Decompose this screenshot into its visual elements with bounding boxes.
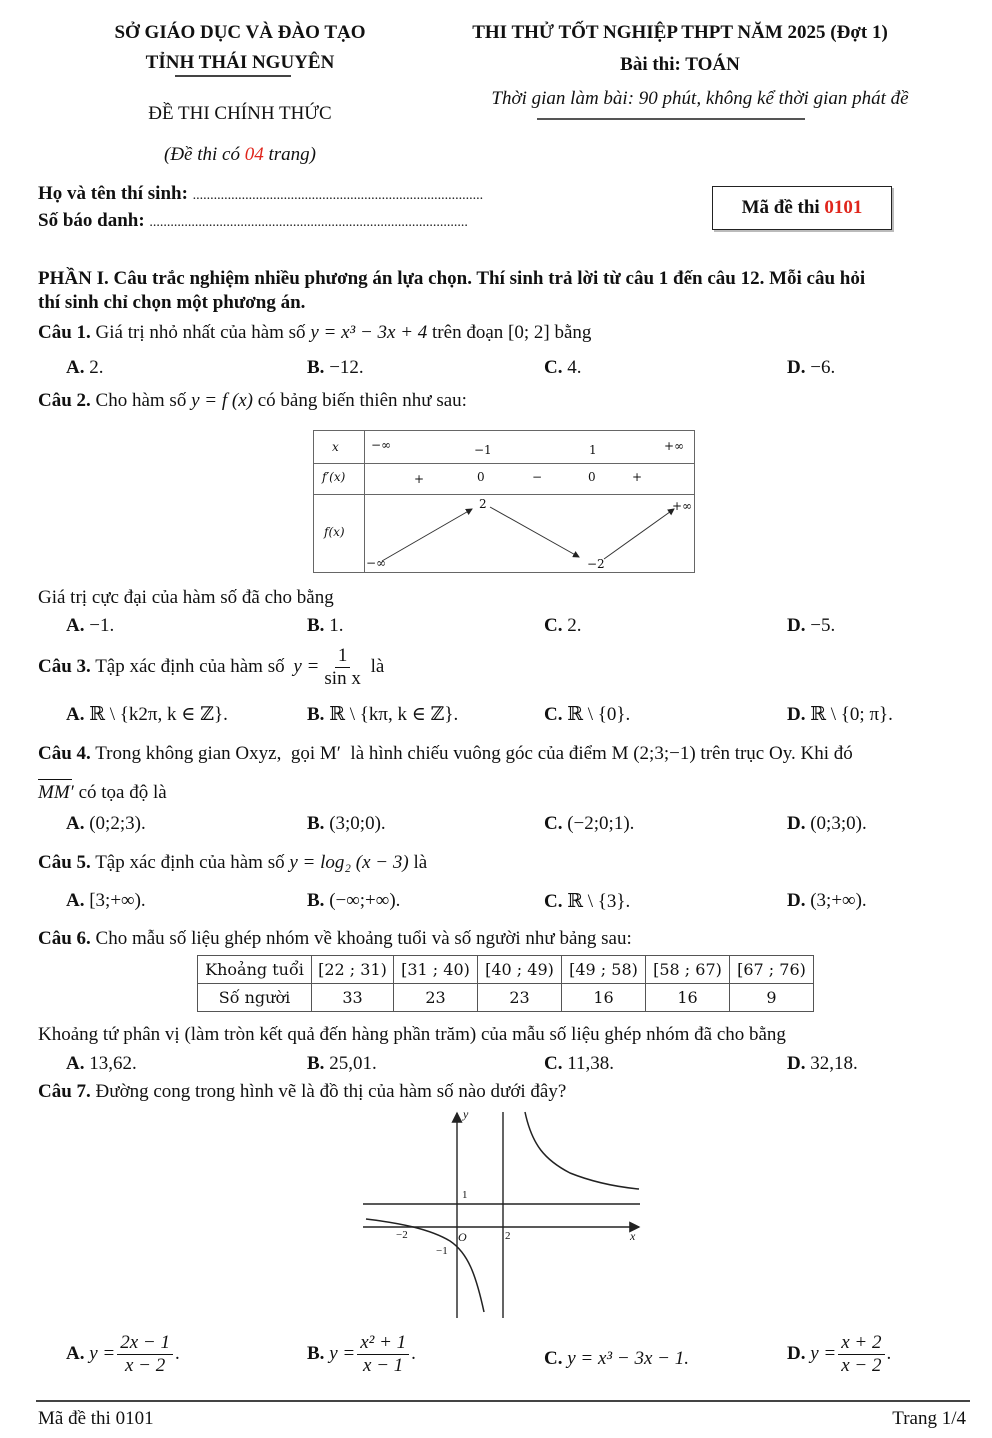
option-value: 11,38. (567, 1053, 615, 1074)
q2-formula: y = f (x) (191, 390, 253, 411)
candidate-name-label: Họ và tên thí sinh: (38, 183, 188, 204)
option-tail: . (411, 1343, 416, 1365)
q6-label: Câu 6. (38, 928, 91, 949)
q4-label: Câu 4. (38, 743, 91, 764)
q7-label: Câu 7. (38, 1081, 91, 1102)
table-row (198, 984, 814, 1012)
q6-text: Cho mẫu số liệu ghép nhóm về khoảng tuổi và số người như bảng sau: (90, 928, 632, 949)
q5-text-after: là (408, 852, 428, 873)
candidate-id-field[interactable]: ........................................................................................... (149, 215, 468, 230)
q3-formula-lhs: y = (293, 656, 320, 678)
interval-cell: [22 ; 31) (312, 956, 394, 984)
question-5 (38, 852, 427, 874)
option-letter: C. (544, 615, 563, 636)
f-min: −2 (587, 557, 605, 571)
interval-cell: [40 ; 49) (478, 956, 562, 984)
graph-label-1: 1 (462, 1189, 468, 1201)
option-lhs: y = (329, 1343, 356, 1365)
q1-option-b[interactable] (307, 357, 364, 379)
graph-label-2: 2 (505, 1230, 511, 1242)
option-letter: D. (787, 615, 806, 636)
x-value: 1 (589, 443, 597, 457)
q1-option-a[interactable] (66, 357, 103, 379)
q2-label: Câu 2. (38, 390, 91, 411)
time-note: Thời gian làm bài: 90 phút, không kể thời gian phát đề (491, 88, 909, 109)
option-letter: C. (544, 1053, 563, 1074)
candidate-name-field[interactable]: ................................................................................... (192, 188, 484, 203)
variation-table (313, 430, 695, 573)
option-tail: . (886, 1343, 892, 1365)
q6-option-c[interactable] (544, 1053, 614, 1075)
x-value: −1 (474, 443, 492, 457)
option-value: 2. (89, 357, 104, 378)
q1-formula: y = x³ − 3x + 4 (310, 322, 428, 343)
q1-text-after: bằng (549, 322, 592, 343)
fraction-denominator: x − 2 (125, 1354, 166, 1376)
option-value: (0;2;3). (89, 813, 146, 834)
q5-option-b[interactable] (307, 890, 400, 912)
q4-line-2 (38, 782, 167, 804)
deriv-zero: 0 (588, 470, 596, 484)
f-max: 2 (479, 497, 487, 511)
graph-label-neg1: −1 (436, 1245, 448, 1257)
count-cell: 23 (394, 984, 478, 1012)
q3-option-d[interactable] (787, 703, 893, 726)
page-count-note (60, 144, 420, 166)
count-cell: 16 (646, 984, 730, 1012)
footer-page-number: Trang 1/4 (892, 1408, 966, 1429)
option-value: ℝ \ {0}. (567, 704, 631, 725)
x-value: +∞ (664, 439, 685, 453)
option-value: 25,01. (329, 1053, 377, 1074)
option-lhs: y = (810, 1343, 837, 1365)
graph-x-label: x (630, 1229, 636, 1243)
question-4 (38, 743, 853, 765)
q3-text-after: là (365, 656, 385, 678)
candidate-id-label: Số báo danh: (38, 210, 145, 231)
deriv-sign: + (632, 470, 643, 484)
graph-origin-label: O (458, 1230, 467, 1244)
q6-prompt: Khoảng tứ phân vị (làm tròn kết quả đến hàng phần trăm) của mẫu số liệu ghép nhóm đã cho bằng (38, 1024, 786, 1045)
fraction-numerator: x² + 1 (357, 1333, 409, 1355)
option-value: −6. (810, 357, 836, 378)
q5-text: Tập xác định của hàm số (90, 852, 290, 873)
graph-canvas (360, 1105, 650, 1320)
option-value: (−2;0;1). (567, 813, 635, 834)
count-cell: 23 (478, 984, 562, 1012)
q2-option-a[interactable] (66, 615, 114, 637)
count-cell: 16 (562, 984, 646, 1012)
table-header-cell: Khoảng tuổi (198, 956, 312, 984)
option-value: 1. (329, 615, 344, 636)
org-underline (175, 75, 291, 77)
q1-label: Câu 1. (38, 322, 91, 343)
option-value: 32,18. (810, 1053, 858, 1074)
q4-text: Trong không gian Oxyz, gọi M′ là hình chiếu vuông góc của điểm M (2;3;−1) trên trục Oy. Khi đó (90, 743, 853, 764)
option-letter: A. (66, 890, 85, 911)
option-letter: D. (787, 890, 806, 911)
q5-option-d[interactable] (787, 890, 867, 912)
q7-text: Đường cong trong hình vẽ là đồ thị của hàm số nào dưới đây? (90, 1081, 567, 1102)
question-6 (38, 928, 632, 950)
option-value: 2. (567, 615, 582, 636)
fraction-numerator: x + 2 (838, 1333, 884, 1355)
option-value: 4. (567, 357, 582, 378)
fraction-denominator: sin x (324, 667, 361, 689)
q3-label: Câu 3. (38, 656, 91, 678)
q4-vector (38, 782, 74, 804)
row-label-fprime: f′(x) (322, 470, 346, 484)
fraction-denominator: x − 1 (363, 1354, 404, 1376)
question-3 (38, 646, 384, 689)
q1-option-d[interactable] (787, 357, 835, 379)
option-letter: C. (544, 1348, 563, 1369)
question-2 (38, 390, 467, 412)
option-letter: B. (307, 357, 325, 378)
option-letter: B. (307, 1053, 325, 1074)
question-7 (38, 1081, 566, 1103)
option-letter: B. (307, 704, 325, 725)
row-label-x: x (332, 440, 339, 454)
q2-prompt: Giá trị cực đại của hàm số đã cho bằng (38, 587, 334, 608)
q7-option-d[interactable] (787, 1333, 891, 1376)
option-value: −1. (89, 615, 115, 636)
option-letter: C. (544, 704, 563, 725)
time-underline (537, 118, 805, 120)
variation-arrows (314, 431, 696, 574)
official-label: ĐỀ THI CHÍNH THỨC (148, 103, 332, 124)
q2-text-after: có bảng biến thiên như sau: (252, 390, 467, 411)
exam-code-box (712, 186, 892, 230)
pages-count: 04 (244, 144, 264, 165)
option-fraction (117, 1333, 173, 1376)
vector-arrow-icon (38, 779, 72, 780)
q1-text: Giá trị nhỏ nhất của hàm số (90, 322, 311, 343)
deriv-zero: 0 (477, 470, 485, 484)
q5-option-a[interactable] (66, 890, 146, 912)
q3-option-b[interactable] (307, 703, 458, 726)
org-line-1: SỞ GIÁO DỤC VÀ ĐÀO TẠO (114, 22, 366, 43)
grouped-data-table (197, 955, 814, 1012)
q1-interval: [0; 2] (508, 322, 550, 343)
function-graph (360, 1105, 650, 1320)
option-value: ℝ \ {0; π}. (810, 704, 893, 725)
option-value: y = x³ − 3x − 1. (567, 1348, 689, 1369)
option-letter: B. (307, 813, 325, 834)
q2-option-b[interactable] (307, 615, 343, 637)
f-start: −∞ (366, 556, 387, 570)
option-letter: C. (544, 813, 563, 834)
interval-cell: [49 ; 58) (562, 956, 646, 984)
q1-text-mid: trên đoạn (427, 322, 509, 343)
graph-label-neg2: −2 (396, 1229, 408, 1241)
q5-label: Câu 5. (38, 852, 91, 873)
pages-prefix: (Đề thi có (164, 144, 245, 165)
option-letter: D. (787, 704, 806, 725)
table-row-label: Số người (198, 984, 312, 1012)
q5-option-c[interactable] (544, 890, 630, 913)
option-value: ℝ \ {kπ, k ∈ ℤ}. (329, 704, 459, 725)
footer-exam-code: Mã đề thi 0101 (38, 1408, 154, 1429)
option-value: ℝ \ {k2π, k ∈ ℤ}. (89, 704, 228, 725)
count-cell: 33 (312, 984, 394, 1012)
option-value: −5. (810, 615, 836, 636)
q6-option-a[interactable] (66, 1053, 137, 1075)
option-letter: A. (66, 704, 85, 725)
option-fraction (357, 1333, 409, 1376)
q3-option-c[interactable] (544, 703, 630, 726)
q4-option-c[interactable] (544, 813, 634, 835)
interval-cell: [58 ; 67) (646, 956, 730, 984)
interval-cell: [67 ; 76) (730, 956, 814, 984)
org-line-2: TỈNH THÁI NGUYÊN (145, 52, 335, 73)
count-cell: 9 (730, 984, 814, 1012)
q4-option-a[interactable] (66, 813, 146, 835)
f-end: +∞ (672, 499, 693, 513)
vector-label: MM′ (38, 782, 74, 803)
option-fraction (838, 1333, 884, 1376)
q4-option-d[interactable] (787, 813, 867, 835)
option-letter: A. (66, 615, 85, 636)
option-letter: D. (787, 1053, 806, 1074)
q6-option-b[interactable] (307, 1053, 377, 1075)
exam-code-value: 0101 (824, 197, 863, 218)
option-value: ℝ \ {3}. (567, 891, 631, 912)
fraction-denominator: x − 2 (841, 1354, 882, 1376)
option-letter: D. (787, 813, 806, 834)
x-value: −∞ (371, 438, 392, 452)
candidate-id-row (38, 210, 468, 232)
section-title-line-1: PHẦN I. Câu trắc nghiệm nhiều phương án lựa chọn. Thí sinh trả lời từ câu 1 đến câu 12. Mỗi câu hỏi (38, 268, 866, 289)
option-letter: C. (544, 357, 563, 378)
option-letter: A. (66, 813, 85, 834)
option-value: (−∞;+∞). (329, 890, 401, 911)
option-letter: A. (66, 1343, 85, 1365)
exam-title: THI THỬ TỐT NGHIỆP THPT NĂM 2025 (Đợt 1) (472, 22, 888, 43)
q2-option-d[interactable] (787, 615, 835, 637)
option-value: [3;+∞). (89, 890, 146, 911)
option-value: −12. (329, 357, 364, 378)
section-title-line-2: thí sinh chỉ chọn một phương án. (38, 292, 306, 313)
q3-text: Tập xác định của hàm số (90, 656, 290, 678)
q4-option-b[interactable] (307, 813, 386, 835)
footer-divider (36, 1400, 970, 1402)
option-tail: . (175, 1343, 180, 1365)
q5-formula: y = log₂ (x − 3) (289, 852, 409, 873)
row-label-f: f(x) (324, 525, 345, 539)
deriv-sign: − (532, 470, 543, 484)
exam-code-label: Mã đề thi (741, 197, 820, 218)
option-value: (3;0;0). (329, 813, 386, 834)
q7-option-a[interactable] (66, 1333, 180, 1376)
q6-option-d[interactable] (787, 1053, 858, 1075)
option-letter: B. (307, 615, 325, 636)
option-value: 13,62. (89, 1053, 137, 1074)
q7-option-b[interactable] (307, 1333, 416, 1376)
q2-text: Cho hàm số (90, 390, 192, 411)
option-letter: A. (66, 1053, 85, 1074)
table-row (198, 956, 814, 984)
q2-option-c[interactable] (544, 615, 581, 637)
option-letter: D. (787, 357, 806, 378)
fraction-numerator: 1 (335, 646, 351, 668)
option-lhs: y = (89, 1343, 116, 1365)
pages-suffix: trang) (263, 144, 316, 165)
question-1 (38, 322, 591, 344)
option-letter: D. (787, 1343, 806, 1365)
interval-cell: [31 ; 40) (394, 956, 478, 984)
option-letter: B. (307, 1343, 325, 1365)
q3-fraction (321, 646, 363, 689)
subject: Bài thi: TOÁN (620, 54, 740, 75)
q4-text-2: có tọa độ là (73, 782, 167, 803)
fraction-numerator: 2x − 1 (117, 1333, 173, 1355)
option-letter: B. (307, 890, 325, 911)
option-letter: C. (544, 891, 563, 912)
option-value: (0;3;0). (810, 813, 867, 834)
candidate-name-row (38, 183, 483, 205)
q1-option-c[interactable] (544, 357, 581, 379)
graph-y-label: y (463, 1107, 469, 1121)
option-letter: A. (66, 357, 85, 378)
q7-option-c[interactable] (544, 1348, 689, 1370)
deriv-sign: + (414, 472, 425, 486)
q3-option-a[interactable] (66, 703, 228, 726)
option-value: (3;+∞). (810, 890, 867, 911)
